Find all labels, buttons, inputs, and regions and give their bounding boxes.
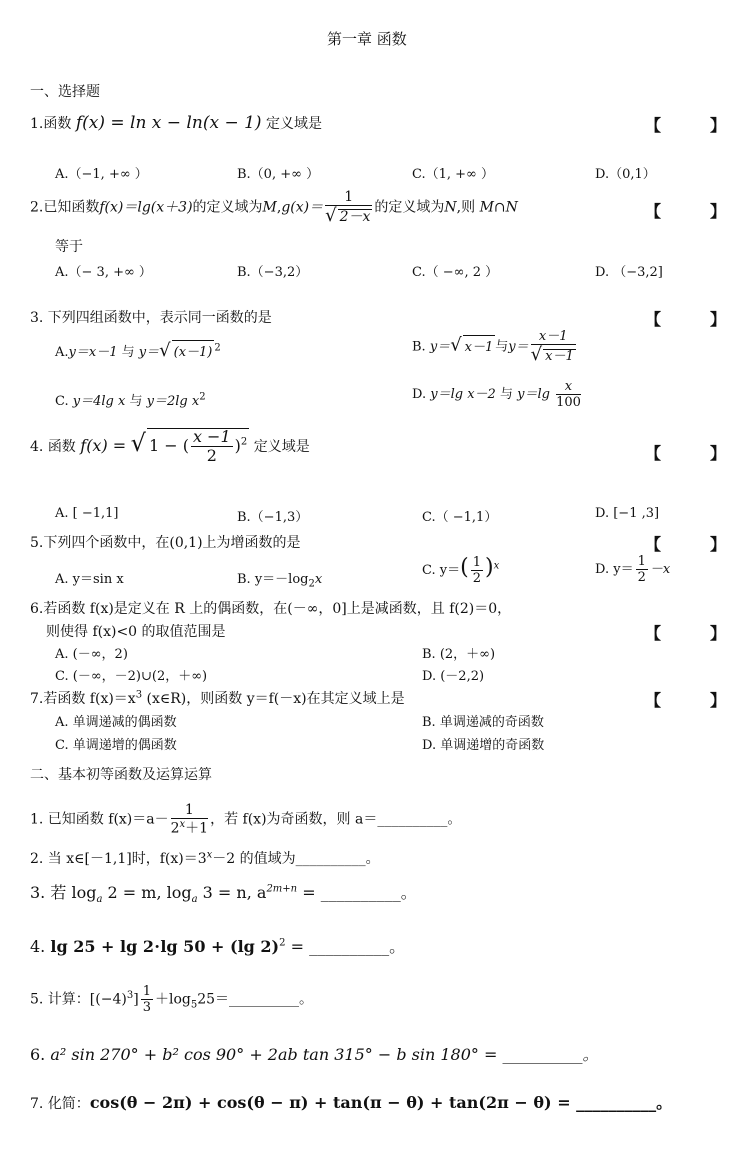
p5-post2: 25＝__________。 xyxy=(197,991,314,1008)
q3-c-expr1: y＝4lg x xyxy=(72,394,126,409)
q2-option-c: C.（ −∞, 2 ） xyxy=(412,265,499,280)
q2-then: ,则 xyxy=(456,199,476,216)
q3-b-frac-den: x－1 xyxy=(545,349,574,364)
q5-c-pre: C. y＝ xyxy=(422,563,461,578)
q3-option-c xyxy=(55,390,206,409)
answer-bracket-open: 【 xyxy=(645,444,662,463)
p1-post: ，若 f(x)为奇函数，则 a＝__________。 xyxy=(210,811,462,828)
q1-option-b: B.（0, +∞ ） xyxy=(237,167,320,182)
p5-post1: ＋log xyxy=(154,991,191,1008)
q3-option-a: A.y＝x－1 与 y＝√ (x－1) $^2$ xyxy=(55,340,221,361)
q7-option-b: B. 单调递减的奇函数 xyxy=(422,715,544,730)
problem-5 xyxy=(30,985,313,1014)
q3-option-b: B. y＝√ x－1 与y＝ $\frac{x-1}{√ x-1}$ xyxy=(412,329,574,365)
problem-2 xyxy=(30,848,380,868)
p6-text: a² sin 270° + b² cos 90° + 2ab tan 315° − b sin 180° = __________。 xyxy=(50,1045,599,1064)
p3-sub2: a xyxy=(191,894,198,906)
p4-post: = __________。 xyxy=(285,937,406,956)
section-heading-choice: 一、选择题 xyxy=(30,84,100,100)
q4-rad-pre: 1 − ( xyxy=(148,436,189,455)
q2-n: N xyxy=(444,199,457,216)
q3-d-frac-num: x xyxy=(556,380,581,395)
q6-option-c: C. (－∞，－2)∪(2，＋∞) xyxy=(55,669,208,684)
q2-option-d: D. （−3,2] xyxy=(595,265,663,280)
q2-frac-num: 1 xyxy=(325,190,372,206)
answer-bracket-open: 【 xyxy=(645,116,662,135)
q3-a-label: A. xyxy=(55,345,69,360)
q2-f: f(x)＝lg(x＋3) xyxy=(99,199,193,216)
q1-pre: 函数 xyxy=(43,116,72,132)
p2-post: －2 的值域为__________。 xyxy=(212,851,380,867)
q2-line2: 等于 xyxy=(55,239,83,255)
q3-d-expr2: y＝lg xyxy=(517,387,550,402)
problem-6 xyxy=(30,1042,599,1065)
answer-bracket-open: 【 xyxy=(645,691,662,710)
p1-num: 1 xyxy=(171,803,208,819)
p3-exp: 2m+n xyxy=(266,883,298,895)
q2-m: M xyxy=(262,199,277,216)
q4-number: 4. xyxy=(30,439,44,455)
q7-option-a: A. 单调递减的偶函数 xyxy=(55,715,177,730)
q1-post: 定义域是 xyxy=(266,116,322,132)
q3-d-with: 与 xyxy=(499,387,513,402)
p5-exp: 3 xyxy=(126,989,134,1001)
q5-d-num: 1 xyxy=(637,554,646,569)
q2-fraction: $\frac{1}{√ 2-x}$ xyxy=(325,189,371,226)
p5-fraction xyxy=(141,985,153,1014)
q4-option-b: B.（−1,3） xyxy=(237,510,309,525)
q3-b-fraction: $\frac{x-1}{√ x-1}$ xyxy=(530,329,574,365)
q5-b-pre: B. y＝－log xyxy=(237,572,309,587)
q5-d-fraction xyxy=(636,555,648,584)
q3-d-frac-den: 100 xyxy=(556,395,581,410)
q5-b-sub: 2 xyxy=(308,578,315,590)
q3-d-label: D. xyxy=(412,387,427,402)
q7-option-c: C. 单调递增的偶函数 xyxy=(55,738,177,753)
q3-d-expr1: y＝lg x－2 xyxy=(430,387,496,402)
p5-num: 1 xyxy=(142,984,151,999)
problem-7 xyxy=(30,1090,672,1113)
q1-expression: f(x) = ln x − ln(x − 1) xyxy=(75,113,262,133)
q3-a-expr1: y＝x－1 xyxy=(68,345,118,360)
q5-d-den: 2 xyxy=(637,570,646,585)
p7-label: 化简： xyxy=(47,1096,90,1112)
q3-option-d xyxy=(412,380,583,409)
q2-mid: 的定义域为 xyxy=(192,199,263,216)
q1-option-c: C.（1, +∞ ） xyxy=(412,167,495,182)
q5-c-num: 1 xyxy=(472,555,481,570)
p3-text4: = __________。 xyxy=(297,883,417,902)
q3-c-with: 与 xyxy=(129,394,143,409)
q7-pre: 7.若函数 f(x)＝x xyxy=(30,691,136,707)
question-2: 2.已知函数f(x)＝lg(x＋3)的定义域为M,g(x)＝ $\frac{1}{√ 2-x}$ 的定义域为N,则 M∩N xyxy=(30,189,518,226)
q5-d-post: －x xyxy=(649,562,671,577)
p4-text: lg 25 + lg 2⋅lg 50 + (lg 2) xyxy=(50,937,280,956)
q5-c-den: 2 xyxy=(472,571,481,586)
q3-b-expr1: y＝ xyxy=(429,339,451,355)
q2-g: g(x)＝ xyxy=(281,199,324,216)
answer-bracket-close: 】 xyxy=(710,116,727,135)
p7-text: cos(θ − 2π) + cos(θ − π) + tan(π − θ) + tan(2π − θ) = __________。 xyxy=(89,1093,673,1112)
answer-bracket-open: 【 xyxy=(645,535,662,554)
q3-b-with: 与 xyxy=(495,339,509,355)
question-4: 4. 函数 f(x) = √ 1 − ( $\frac{x -1}{2}$ )$^2$ 定义域是 xyxy=(30,427,310,465)
q7-option-d: D. 单调递增的奇函数 xyxy=(422,738,545,753)
p7-number: 7. xyxy=(30,1096,44,1112)
q4-option-c: C.（ −1,1） xyxy=(422,510,498,525)
answer-bracket-close: 】 xyxy=(710,202,727,221)
p1-den-exp: x xyxy=(179,819,186,830)
q3-a-expr2: y＝ xyxy=(138,345,160,360)
question-5: 5.下列四个函数中，在(0,1)上为增函数的是 xyxy=(30,535,301,551)
q5-option-a: A. y＝sin x xyxy=(55,572,124,587)
section-heading-basic-functions: 二、基本初等函数及运算运算 xyxy=(30,767,212,783)
question-3: 3. 下列四组函数中，表示同一函数的是 xyxy=(30,310,272,326)
q6-option-a: A. (－∞，2) xyxy=(55,647,128,662)
q4-option-a: A. [ −1,1] xyxy=(55,506,119,521)
answer-bracket-close: 】 xyxy=(710,310,727,329)
question-1 xyxy=(30,113,322,133)
p3-text2: 2 = m, log xyxy=(102,883,192,902)
p1-fraction xyxy=(171,803,208,836)
p5-mid: ] xyxy=(133,991,139,1008)
answer-bracket-close: 】 xyxy=(710,691,727,710)
p5-sub: 5 xyxy=(190,999,198,1011)
q5-option-d xyxy=(595,555,670,584)
p1-pre: 1. 已知函数 f(x)＝a－ xyxy=(30,811,169,828)
q4-fraction xyxy=(191,429,233,464)
q6-option-d: D. (－2,2) xyxy=(422,669,485,684)
q3-c-expr2: y＝2lg x xyxy=(146,394,200,409)
question-7 xyxy=(30,688,405,708)
p5-den: 3 xyxy=(142,1000,151,1015)
q5-c-exp: x xyxy=(493,560,500,572)
p3-text3: 3 = n, a xyxy=(197,883,267,902)
q4-pre: 函数 xyxy=(47,439,76,455)
answer-bracket-close: 】 xyxy=(710,535,727,554)
p4-exp: 2 xyxy=(279,937,286,949)
q3-a-radicand: (x－1) xyxy=(172,340,215,360)
answer-bracket-open: 【 xyxy=(645,202,662,221)
q5-c-fraction xyxy=(471,556,483,585)
q5-option-b xyxy=(237,568,322,590)
question-6-line2: 则使得 f(x)<0 的取值范围是 xyxy=(46,624,226,640)
answer-bracket-close: 】 xyxy=(710,624,727,643)
problem-1 xyxy=(30,803,461,836)
q2-post: 的定义域为 xyxy=(374,199,445,216)
problem-3 xyxy=(30,880,417,905)
q2-mn: M∩N xyxy=(479,199,518,216)
q2-pre: 2.已知函数 xyxy=(30,199,100,216)
p1-den-pre: 2 xyxy=(170,820,180,837)
answer-bracket-open: 【 xyxy=(645,310,662,329)
q3-c-exp: 2 xyxy=(199,391,206,403)
q3-b-expr2: y＝ xyxy=(508,339,529,355)
q3-a-with: 与 xyxy=(121,345,135,360)
page-title: 第一章 函数 xyxy=(327,30,407,48)
q4-frac-num: x −1 xyxy=(192,427,231,446)
q4-radicand xyxy=(147,428,249,464)
q4-post: 定义域是 xyxy=(253,439,310,455)
p2-pre: 2. 当 x∈[－1,1]时，f(x)＝3 xyxy=(30,851,207,867)
q4-option-d: D. [−1 ,3] xyxy=(595,506,660,521)
q5-option-c: C. y＝( $\frac{1}{2}$ )$^x$ xyxy=(422,555,500,586)
q4-exp: 2 xyxy=(240,436,248,448)
q4-rad-post: ) xyxy=(234,436,241,455)
p1-den-post: ＋1 xyxy=(185,820,209,837)
answer-bracket-open: 【 xyxy=(645,624,662,643)
q3-d-fraction xyxy=(556,380,581,409)
q3-b-radicand: x－1 xyxy=(463,335,496,355)
p6-number: 6. xyxy=(30,1045,46,1064)
q3-c-label: C. xyxy=(55,394,69,409)
q3-a-exp: 2 xyxy=(214,342,221,354)
p3-sub1: a xyxy=(96,894,103,906)
q6-option-b: B. (2，＋∞) xyxy=(422,647,496,662)
q2-frac-den: 2－x xyxy=(339,209,371,225)
q1-number: 1. xyxy=(30,116,44,132)
p2-exp: x xyxy=(206,849,213,861)
q5-d-pre: D. y＝ xyxy=(595,562,634,577)
answer-bracket-close: 】 xyxy=(710,444,727,463)
problem-4 xyxy=(30,934,405,957)
q5-b-post: x xyxy=(314,572,323,587)
q7-post: (x∈R)，则函数 y＝f(－x)在其定义域上是 xyxy=(142,691,405,707)
p5-pre: 5. 计算：[(−4) xyxy=(30,991,127,1008)
q2-option-a: A.（− 3, +∞ ） xyxy=(55,265,152,280)
q4-f: f(x) = xyxy=(80,436,127,455)
p4-number: 4. xyxy=(30,937,46,956)
q3-b-label: B. xyxy=(412,339,426,355)
question-6-line1: 6.若函数 f(x)是定义在 R 上的偶函数，在(－∞，0]上是减函数，且 f(2)＝0， xyxy=(30,601,512,617)
q4-frac-den: 2 xyxy=(206,446,217,465)
q2-option-b: B.（−3,2） xyxy=(237,265,309,280)
q1-option-a: A.（−1, +∞ ） xyxy=(55,167,148,182)
q7-exp: 3 xyxy=(135,689,143,701)
q3-b-frac-num: x－1 xyxy=(531,330,576,345)
p3-text1: 若 log xyxy=(50,883,97,902)
p3-number: 3. xyxy=(30,883,46,902)
q1-option-d: D.（0,1） xyxy=(595,167,656,182)
